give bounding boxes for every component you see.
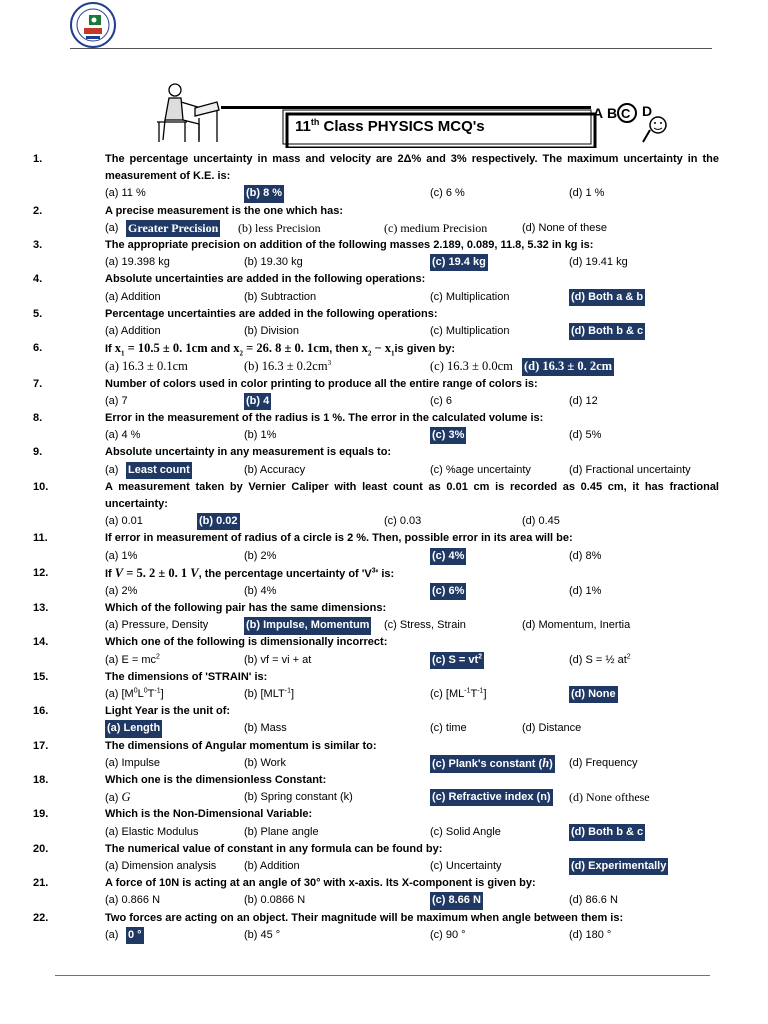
option-d: (d) 8%	[569, 549, 602, 562]
option-a: (a) Impulse	[105, 756, 161, 769]
option-b: (b) less Precision	[238, 220, 321, 235]
option-b: (b) Subtraction	[244, 290, 317, 303]
question-text: If $x_1 = 10.5 \pm 0$. 1cm and $x_2 = 26$. 8 ± 0. 1cm, then $x_2 - x_1is$ given by:	[105, 341, 456, 358]
option-c: (c) Multiplication	[430, 324, 510, 337]
option-c-answer: (c) 3%	[430, 427, 466, 444]
option-a: (a) Pressure, Density	[105, 619, 209, 632]
abcd-magnifier-icon	[593, 103, 666, 142]
option-c: (c) 6 %	[430, 187, 465, 200]
option-c-answer: (c) Refractive index (n)	[430, 789, 553, 806]
option-b: (b) Plane angle	[244, 825, 319, 838]
question-number: 16.	[33, 705, 49, 718]
question-7	[0, 376, 768, 410]
option-d: (d) 1%	[569, 584, 602, 597]
question-number: 1.	[33, 153, 43, 165]
question-text: If V = 5. 2 ± 0. 1 V, the percentage uncertainty of '$V^3$' is:	[105, 565, 395, 580]
option-c-answer: (c) $S = vt^2$	[430, 652, 484, 669]
question-text: A precise measurement is the one which has:	[105, 204, 344, 217]
question-number: 4.	[33, 273, 43, 286]
option-d-answer: (d) Experimentally	[569, 858, 668, 875]
option-a: (a) $[M^0L^0T^{-1}]$	[105, 687, 164, 701]
question-text: The appropriate precision on addition of the following masses 2.189, 0.089, 11.8, 5.32 in kg is:	[105, 238, 594, 251]
option-a-label: (a)	[105, 463, 119, 476]
option-d-answer: (d) Both a & b	[569, 289, 645, 306]
option-b: (b) Spring constant (k)	[244, 791, 353, 804]
question-4	[0, 271, 768, 305]
option-d: (d) Momentum, Inertia	[522, 619, 631, 632]
option-c-answer: (c) 19.4 kg	[430, 254, 488, 271]
question-text: The dimensions of Angular momentum is similar to:	[105, 739, 377, 752]
question-text: A measurement taken by Vernier Caliper with least count as 0.01 cm is recorded as 0.45 cm, it has fractional uncertainty:	[105, 480, 719, 510]
question-18	[0, 772, 768, 806]
question-16	[0, 703, 768, 737]
question-text: Two forces are acting on an object. Their magnitude will be maximum when angle between them is:	[105, 911, 624, 924]
question-text: A force of 10N is acting at an angle of 30° with x-axis. Its X-component is given by:	[105, 877, 536, 890]
question-number: 10.	[33, 480, 49, 493]
option-c: (c) 16.3 ± 0.0cm	[430, 359, 513, 374]
option-d: (d) 12	[569, 394, 598, 407]
option-d: (d) 180 °	[569, 928, 612, 941]
option-b: (b) Addition	[244, 860, 300, 873]
option-d: (d) None ofthese	[569, 790, 650, 805]
question-list	[0, 151, 768, 944]
svg-text:D: D	[642, 103, 653, 119]
question-text: The percentage uncertainty in mass and velocity are 2Δ% and 3% respectively. The maximum uncertainty in the measurement of K.E. is:	[105, 153, 719, 183]
option-b: (b) 2%	[244, 549, 277, 562]
question-text: Light Year is the unit of:	[105, 705, 231, 718]
question-number: 15.	[33, 670, 49, 683]
option-b-answer: (b) 0.02	[197, 513, 240, 530]
option-c-answer: (c) 6%	[430, 583, 466, 600]
option-c: (c) 6	[430, 394, 452, 407]
option-a: (a) 19.398 kg	[105, 256, 170, 269]
question-number: 12.	[33, 566, 49, 579]
question-8	[0, 410, 768, 444]
option-d: (d) 19.41 kg	[569, 256, 628, 269]
option-d-answer: (d) Both b & c	[569, 824, 645, 841]
question-17	[0, 738, 768, 772]
option-b-answer: (b) 8 %	[244, 185, 284, 202]
question-text: Number of colors used in color printing to produce all the entire range of colors is:	[105, 377, 538, 390]
option-a: (a) G	[105, 790, 131, 805]
title-banner	[155, 78, 685, 148]
option-d: (d) 0.45	[522, 515, 560, 528]
question-number: 17.	[33, 739, 49, 752]
option-d: (d) 1 %	[569, 187, 605, 200]
question-text: Which of the following pair has the same dimensions:	[105, 602, 387, 615]
option-a: (a) $E = mc^2$	[105, 653, 160, 666]
option-b: (b) 19.30 kg	[244, 256, 303, 269]
question-text: Which is the Non-Dimensional Variable:	[105, 808, 313, 821]
option-c-answer: (c) 8.66 N	[430, 892, 483, 909]
option-a-answer: (a) Length	[105, 720, 162, 737]
question-1	[0, 151, 768, 203]
option-c: (c) 0.03	[384, 515, 422, 528]
option-d-answer: (d) Both b & c	[569, 323, 645, 340]
option-b: (b) 45 °	[244, 928, 281, 941]
option-a-label: (a)	[105, 928, 119, 941]
question-text: If error in measurement of radius of a circle is 2 %. Then, possible error in its area will be:	[105, 532, 573, 545]
option-c: (c) Multiplication	[430, 290, 510, 303]
option-d: (d) None of these	[522, 221, 607, 234]
question-22	[0, 910, 768, 944]
option-b: (b) $[MLT^{-1}]$	[244, 687, 295, 701]
question-number: 3.	[33, 238, 43, 251]
school-logo	[70, 2, 116, 48]
option-b: (b) Work	[244, 756, 286, 769]
option-c: (c) %age uncertainty	[430, 463, 531, 476]
question-3	[0, 237, 768, 271]
question-5	[0, 306, 768, 340]
question-number: 21.	[33, 877, 49, 890]
option-a-answer: Greater Precision	[126, 220, 220, 237]
question-number: 7.	[33, 377, 43, 390]
question-number: 19.	[33, 808, 49, 821]
option-b: (b) Mass	[244, 722, 287, 735]
option-d: (d) Fractional uncertainty	[569, 463, 691, 476]
option-a: (a) 0.01	[105, 515, 143, 528]
option-a: (a) Dimension analysis	[105, 860, 217, 873]
option-b: (b) Division	[244, 324, 300, 337]
option-d-answer: (d) 16.3 ± 0. 2cm	[522, 358, 614, 375]
option-a: (a) 2%	[105, 584, 138, 597]
option-b: (b) $16.3 \pm 0.2cm^3$	[244, 359, 332, 374]
question-number: 2.	[33, 204, 43, 217]
option-d-answer: (d) None	[569, 686, 618, 703]
option-d: (d) 5%	[569, 429, 602, 442]
question-9	[0, 444, 768, 478]
question-11	[0, 530, 768, 564]
svg-text:A: A	[593, 105, 604, 121]
question-10	[0, 479, 768, 531]
option-a: (a) Elastic Modulus	[105, 825, 199, 838]
option-d: (d) Distance	[522, 722, 582, 735]
question-number: 11.	[33, 532, 48, 545]
option-c: (c) Solid Angle	[430, 825, 501, 838]
option-a: (a) 11 %	[105, 187, 146, 200]
option-a-answer: Least count	[126, 462, 192, 479]
option-a: (a) 0.866 N	[105, 894, 161, 907]
svg-text:B: B	[607, 105, 618, 121]
header-rule	[70, 48, 712, 49]
option-b: (b) 4%	[244, 584, 277, 597]
page-title: 11th Class PHYSICS MCQ's	[295, 117, 485, 135]
option-a-answer: 0 °	[126, 927, 144, 944]
question-2	[0, 203, 768, 237]
question-number: 18.	[33, 774, 49, 787]
question-number: 20.	[33, 842, 49, 855]
option-a: (a) Addition	[105, 290, 161, 303]
question-text: Absolute uncertainty in any measurement is equals to:	[105, 446, 392, 459]
question-text: The dimensions of 'STRAIN' is:	[105, 670, 268, 683]
question-number: 13.	[33, 602, 49, 615]
option-c: (c) Uncertainty	[430, 860, 502, 873]
question-20	[0, 841, 768, 875]
option-c: (c) $[ML^{-1}T^{-1}]$	[430, 687, 487, 701]
question-number: 9.	[33, 446, 43, 459]
option-d: (d) S = ½ $at^2$	[569, 653, 631, 666]
option-d: (d) Frequency	[569, 756, 638, 769]
option-a-label: (a)	[105, 221, 119, 234]
option-b: (b) vf = vi + at	[244, 653, 312, 666]
option-b: (b) Accuracy	[244, 463, 306, 476]
question-15	[0, 669, 768, 703]
question-text: Absolute uncertainties are added in the following operations:	[105, 273, 426, 286]
question-13	[0, 600, 768, 634]
option-c: (c) 90 °	[430, 928, 466, 941]
option-c-answer: (c) 4%	[430, 548, 466, 565]
question-19	[0, 806, 768, 840]
question-number: 22.	[33, 911, 49, 924]
question-number: 8.	[33, 411, 43, 424]
question-number: 6.	[33, 342, 43, 355]
option-c-answer: (c) Plank's constant (h)	[430, 755, 555, 773]
option-a: (a) 1%	[105, 549, 138, 562]
question-number: 5.	[33, 307, 43, 320]
footer-rule	[55, 975, 710, 976]
option-a: (a) 4 %	[105, 429, 141, 442]
question-text: Which one of the following is dimensionally incorrect:	[105, 636, 388, 649]
option-c: (c) medium Precision	[384, 220, 488, 235]
option-b-answer: (b) Impulse, Momentum	[244, 617, 371, 634]
svg-text:C: C	[621, 106, 631, 121]
option-a: (a) 16.3 ± 0.1cm	[105, 359, 188, 374]
question-14	[0, 634, 768, 668]
question-6	[0, 340, 768, 375]
option-a: (a) 7	[105, 394, 128, 407]
option-c: (c) Stress, Strain	[384, 619, 466, 632]
question-21	[0, 875, 768, 909]
question-12	[0, 565, 768, 600]
student-illustration	[157, 84, 219, 142]
question-text: Which one is the dimensionless Constant:	[105, 774, 327, 787]
question-text: The numerical value of constant in any formula can be found by:	[105, 842, 443, 855]
option-c: (c) time	[430, 722, 467, 735]
option-d: (d) 86.6 N	[569, 894, 618, 907]
option-a: (a) Addition	[105, 324, 161, 337]
question-text: Error in the measurement of the radius is 1 %. The error in the calculated volume is:	[105, 411, 544, 424]
option-b-answer: (b) 4	[244, 393, 271, 410]
question-text: Percentage uncertainties are added in the following operations:	[105, 307, 438, 320]
option-b: (b) 1%	[244, 429, 277, 442]
question-number: 14.	[33, 636, 49, 649]
option-b: (b) 0.0866 N	[244, 894, 306, 907]
